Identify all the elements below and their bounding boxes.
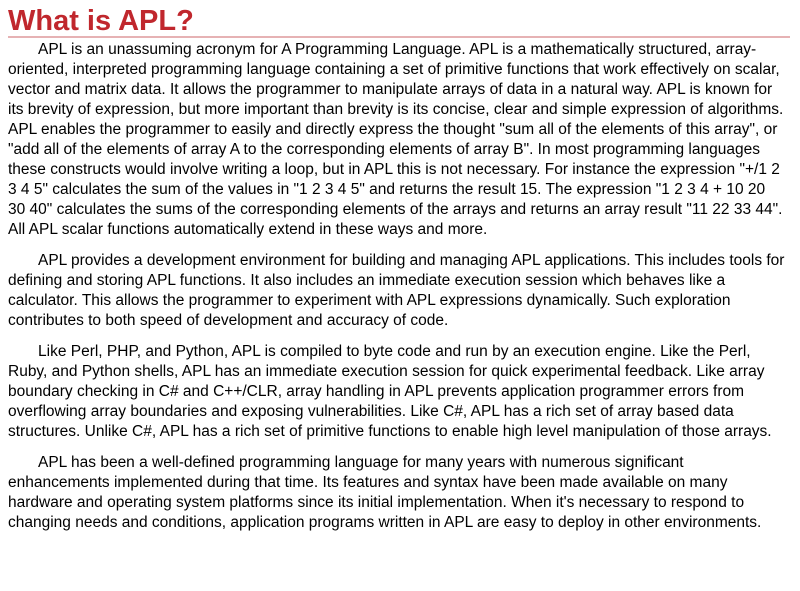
paragraph-2: APL provides a development environment for building and managing APL applications. This includes tools for defining and storing APL functions. It also includes an immediate execution session which behaves like a calculator. This allows the programmer to experiment with APL expressions dynamically. Such exploration contributes to both speed of development and accuracy of code. [8,252,785,329]
page-title: What is APL? [8,6,790,38]
paragraph-4: APL has been a well-defined programming language for many years with numerous significant enhancements implemented during that time. Its features and syntax have been made available on many hardware and operating system platforms since its initial implementation. When it's necessary to respond to changing needs and conditions, application programs written in APL are easy to deploy in other environments. [8,454,762,531]
paragraph-3: Like Perl, PHP, and Python, APL is compiled to byte code and run by an execution engine. Like the Perl, Ruby, and Python shells, APL has an immediate execution session for quick experimental feedback. Like array boundary checking in C# and C++/CLR, array handling in APL prevents application programmer errors from overflowing array boundaries and exposing vulnerabilities. Like C#, APL has a rich set of array based data structures. Unlike C#, APL has a rich set of primitive functions to enable high level manipulation of those arrays. [8,343,772,440]
paragraph-1: APL is an unassuming acronym for A Programming Language. APL is a mathematically structured, array-oriented, interpreted programming language containing a set of primitive functions that work effectively on scalar, vector and matrix data. It allows the programmer to manipulate arrays of data in a natural way. APL is known for its brevity of expression, but more important than brevity is its concise, clear and simple expression of algorithms. APL enables the programmer to easily and directly express the thought "sum all of the elements of this array", or "add all of the elements of array A to the corresponding elements of array B". In most programming languages these constructs would involve writing a loop, but in APL this is not necessary. For instance the expression "+/1 2 3 4 5" calculates the sum of the values in "1 2 3 4 5" and returns the result 15. The expression "1 2 3 4 + 10 20 30 40" calculates the sums of the corresponding elements of the arrays and returns an array result "11 22 33 44". All APL scalar functions automatically extend in these ways and more. [8,41,784,238]
